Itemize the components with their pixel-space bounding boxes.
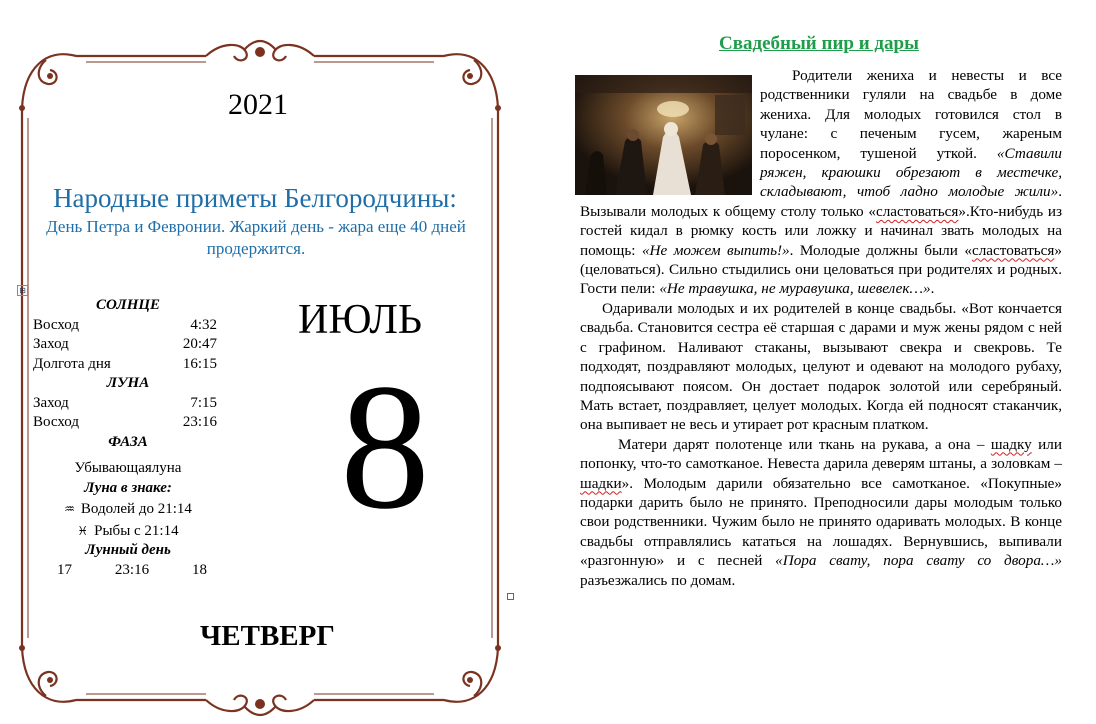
astronomy-table xyxy=(33,296,223,580)
p3-text-g: разъезжались по домам. xyxy=(580,571,736,589)
moon-sign-header: Луна в знаке: xyxy=(84,479,172,496)
lunar-day-header: Лунный день xyxy=(85,542,171,558)
lunar-day-2: 18 xyxy=(191,561,207,578)
phase-header: ФАЗА xyxy=(108,433,148,450)
sunrise-label: Восход xyxy=(33,316,79,333)
moonset-value: 7:15 xyxy=(190,394,217,411)
calendar-day-number: 8 xyxy=(340,347,430,546)
moonset-label: Заход xyxy=(33,394,69,411)
moon-sign-2-text: Рыбы с 21:14 xyxy=(94,522,179,539)
calendar-month: ИЮЛЬ xyxy=(298,297,423,343)
sun-header: СОЛНЦЕ xyxy=(95,297,161,313)
p1-text-k: . xyxy=(930,280,935,298)
moonrise-value: 23:16 xyxy=(182,414,217,430)
lunar-day-1: 17 xyxy=(57,561,72,578)
p3-text-e: ». Молодым дарили обязательно все самотканое. «Покупные» подарки дарить было не принято. Преподносили дары молодым только свои родственники. Чужим было не принято одаривать молодых. В конце свадьбы отправлялись кататься на лошадях. Вернувшись, выпивали «разгонную» и с песней xyxy=(580,474,1062,570)
sunset-value: 20:47 xyxy=(182,336,217,352)
p1-word-slastovatsya-1: сластоваться xyxy=(875,202,959,220)
sunset-row xyxy=(33,335,223,355)
moon-sign-2 xyxy=(33,522,223,542)
daylength-label: Долгота дня xyxy=(33,355,111,372)
daylength-row xyxy=(33,355,223,375)
aquarius-icon: ♒ xyxy=(64,502,75,516)
p1-word-slastovatsya-2: сластоваться xyxy=(971,241,1055,259)
calendar-weekday: ЧЕТВЕРГ xyxy=(200,620,335,652)
calendar-year: 2021 xyxy=(228,88,288,121)
p1-quote-3: «Не травушка, не муравушка, шевелек…» xyxy=(659,280,931,298)
moon-header: ЛУНА xyxy=(106,375,150,391)
p1-text-c: . Вызывали молодых к общему столу только « xyxy=(580,183,1062,220)
p3-text-c: или попонку, что-то самотканое. Невеста дарила деверям штаны, а золовкам – xyxy=(580,435,1062,473)
omens-text: День Петра и Февронии. Жаркий день - жара еще 40 дней продержится. xyxy=(46,217,466,258)
resize-handle[interactable] xyxy=(507,593,514,600)
moonrise-row xyxy=(33,413,223,433)
pisces-icon: ♓ xyxy=(77,523,89,538)
p1-quote-2: «Не можем выпить!» xyxy=(641,241,790,259)
moon-sign-1-text: Водолей до 21:14 xyxy=(80,501,192,517)
p3-word-shadku: шадку xyxy=(990,435,1032,453)
daylength-value: 16:15 xyxy=(182,355,217,372)
image-wrap-spacer xyxy=(580,66,760,192)
table-move-handle-icon[interactable]: ⊞ xyxy=(17,285,28,296)
article-paragraph-2: Одаривали молодых и их родителей в конце свадьбы. «Вот кончается свадьба. Становится сестра её старшая с дарами и муж жены рядом с ней с графином. Наливают стаканы, вызывают свекра и свекровь. Те подходят, поздравляют молодых, целуют и одевают на молодого рубаху, подпоясывают поясом. Он достает подарок золотой или серебряный. Мать встает, поздравляет, целует молодых. Когда ей подносят стаканчик, она выпивает не весь и утирает рот красным платком. xyxy=(580,299,1062,434)
moonset-row xyxy=(33,394,223,414)
p1-quote-1: «Ставили ряжен, краюшки обрезают в местечке, складывают, чтоб ладно молодые жили» xyxy=(760,144,1062,201)
lunar-day-time: 23:16 xyxy=(114,561,150,578)
sunrise-row xyxy=(33,316,223,336)
article-body xyxy=(580,66,1062,590)
article-paragraph-3 xyxy=(580,435,1062,590)
moonrise-label: Восход xyxy=(33,414,79,430)
moon-phase: Убывающаялуна xyxy=(74,460,182,476)
p3-quote: «Пора свату, пора свату со двора…» xyxy=(775,552,1063,570)
p1-text-g: . Молодые должны были « xyxy=(789,241,972,259)
p1-text-i: » (целоваться). Сильно стыдились они целоваться при родителях и родных. Гости пели: xyxy=(580,241,1062,298)
sunset-label: Заход xyxy=(33,336,69,352)
article-title: Свадебный пир и дары xyxy=(719,33,919,54)
p1-text-e: ».Кто-нибудь из гостей кидал в рюмку кость или ложку и начинал звать молодых на помощь: xyxy=(580,202,1062,259)
lunar-day-row xyxy=(33,561,223,581)
moon-sign-1 xyxy=(33,500,223,520)
omens-title: Народные приметы Белгородчины: xyxy=(53,183,457,213)
p3-text-a: Матери дарят полотенце или ткань на рукава, а она – xyxy=(618,435,991,453)
p1-text-a: Родители жениха и невесты и все родственники гуляли на свадьбе в доме жениха. Для молодых готовился стол в чулане: с печеным гусем, жареным поросенком, тушеной уткой. xyxy=(760,67,1062,162)
p3-word-shadki: шадки xyxy=(580,474,622,492)
sunrise-value: 4:32 xyxy=(190,316,217,333)
